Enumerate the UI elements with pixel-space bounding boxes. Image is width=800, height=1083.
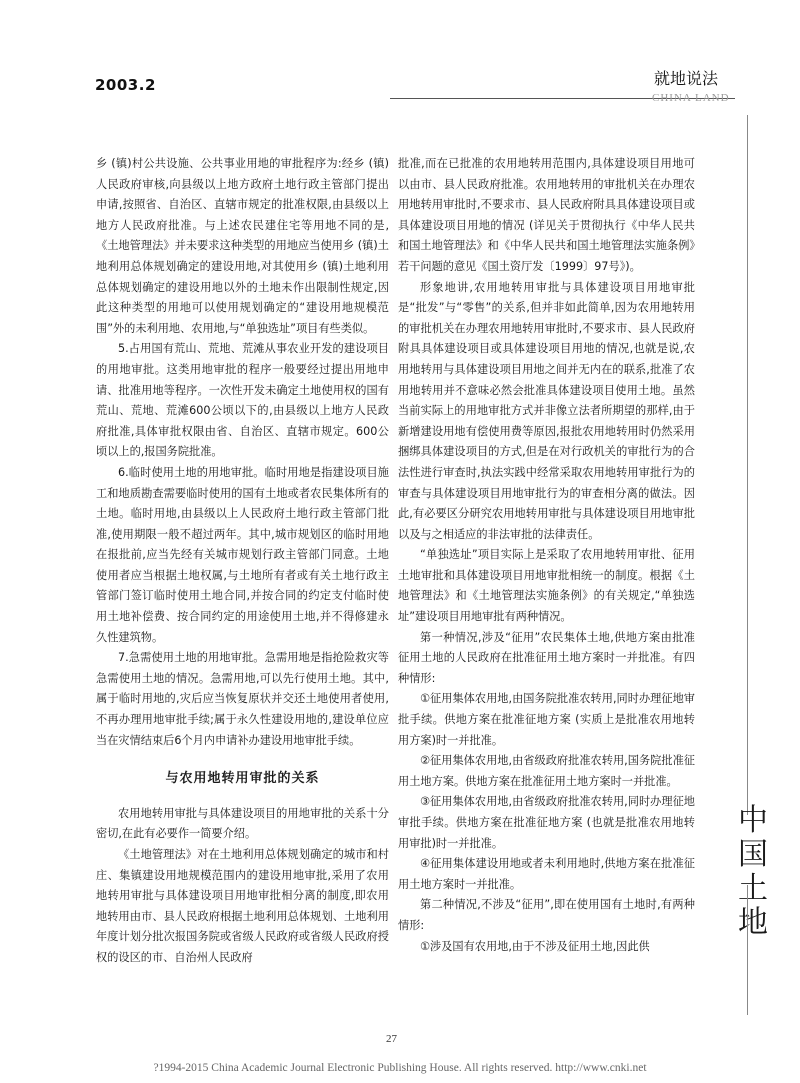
paragraph: 7.急需使用土地的用地审批。急需用地是指抢险救灾等急需使用土地的情况。急需用地,可以先行使用土地。其中,属于临时用地的,灾后应当恢复原状并交还土地使用者使用,不再办理用地审批手续;属于永久性建设用地的,建设单位应当在灾情结束后6个月内申请补办建设用地审批手续。 bbox=[96, 651, 389, 747]
column-name: 就地说法 bbox=[654, 69, 719, 88]
side-title-char: 中 bbox=[738, 803, 768, 838]
paragraph: 形象地讲,农用地转用审批与具体建设项目用地审批是“批发”与“零售”的关系,但并非如此简单,因为农用地转用的审批机关在办理农用地转用审批时,不要求市、县人民政府附具具体建设项目或具体建设项目用地的情况,也就是说,农用地转用与具体建设项目用地之间并无内在的联系,批准了农用地转用并不意味必然会批准具体建设项目使用土地。虽然当前实际上的用地审批方式并非像立法者所期望的那样,由于新增建设用地有偿使用费等原因,报批农用地转用时仍然采用捆绑具体建设项目的方式,但是在对行政机关的审批行为的合法性进行审查时,执法实践中经常采取农用地转用审批行为的审查与具体建设项目用地审批行为的审查相分离的做法。因此,有必要区分研究农用地转用审批与具体建设项目用地审批以及与之相适应的非法审批的法律责任。 bbox=[398, 280, 695, 541]
side-rule-lower bbox=[747, 885, 748, 1015]
journal-side-title bbox=[733, 804, 773, 940]
paragraph: 5.占用国有荒山、荒地、荒滩从事农业开发的建设项目的用地审批。这类用地审批的程序一般要经过提出用地申请、批准用地等程序。一次性开发未确定土地使用权的国有荒山、荒地、荒滩600公顷以下的,由县级以上地方人民政府批准,具体审批权限由省、自治区、直辖市规定。600公顷以上的,报国务院批准。 bbox=[96, 342, 389, 459]
list-item: ①涉及国有农用地,由于不涉及征用土地,因此供 bbox=[420, 939, 650, 953]
paragraph: 第一种情况,涉及“征用”农民集体土地,供地方案由批准征用土地的人民政府在批准征用土地方案时一并批准。有四种情形: bbox=[398, 630, 695, 685]
list-item: ③征用集体农用地,由省级政府批准农转用,同时办理征地审批手续。供地方案在批准征地方案 (也就是批准农用地转用审批)时一并批准。 bbox=[398, 795, 695, 850]
paragraph: 乡 (镇)村公共设施、公共事业用地的审批程序为:经乡 (镇)人民政府审核,向县级以上地方政府土地行政主管部门提出申请,按照省、自治区、直辖市规定的批准权限,由县级以上地方人民政府批准。与上述农民建住宅等用地不同的是,《土地管理法》并未要求这种类型的用地应当使用乡 (镇)土地利用总体规划确定的建设用地,对其使用乡 (镇)土地利用总体规划确定的建设用地以外的土地未作出限制性规定,因此这种类型的用地可以使用规划确定的“建设用地规模范围”外的未利用地、农用地,与“单独选址”项目有些类似。 bbox=[96, 157, 389, 335]
right-column bbox=[398, 154, 695, 957]
side-title-char: 地 bbox=[738, 905, 768, 940]
copyright-notice: ?1994-2015 China Academic Journal Electronic Publishing House. All rights reserved. http://www.cnki.net bbox=[153, 1062, 647, 1074]
list-item: ①征用集体农用地,由国务院批准农转用,同时办理征地审批手续。供地方案在批准征地方案 (实质上是批准农用地转用方案)时一并批准。 bbox=[398, 692, 695, 747]
left-column bbox=[96, 154, 389, 969]
side-rule bbox=[747, 115, 748, 815]
brand-english: CHINA LAND bbox=[652, 92, 730, 104]
page-number: 27 bbox=[386, 1033, 397, 1045]
paragraph: 批准,而在已批准的农用地转用范围内,具体建设项目用地可以由市、县人民政府批准。农用地转用的审批机关在办理农用地转用审批时,不要求市、县人民政府附具具体建设项目或具体建设项目用地的情况 (详见关于贯彻执行《中华人民共和国土地管理法》和《中华人民共和国土地管理法实施条例》若干问题的意见《国土资厅发〔1999〕97号》)。 bbox=[398, 157, 695, 273]
issue-number: 2003.2 bbox=[95, 76, 156, 94]
paragraph: 农用地转用审批与具体建设项目的用地审批的关系十分密切,在此有必要作一简要介绍。 bbox=[96, 806, 389, 841]
paragraph: 6.临时使用土地的用地审批。临时用地是指建设项目施工和地质勘查需要临时使用的国有土地或者农民集体所有的土地。临时用地,由县级以上人民政府土地行政主管部门批准,使用期限一般不超过两年。其中,城市规划区的临时用地在报批前,应当先经有关城市规划行政主管部门同意。土地使用者应当根据土地权属,与土地所有者或有关土地行政主管部门签订临时使用土地合同,并按合同的约定支付临时使用土地补偿费、按合同约定的用途使用土地,并不得修建永久性建筑物。 bbox=[96, 465, 389, 644]
side-title-char: 国 bbox=[738, 837, 768, 872]
list-item: ②征用集体农用地,由省级政府批准农转用,国务院批准征用土地方案。供地方案在批准征用土地方案时一并批准。 bbox=[398, 754, 695, 788]
side-title-char: 土 bbox=[738, 871, 768, 906]
section-heading: 与农用地转用审批的关系 bbox=[165, 771, 320, 787]
list-item: ④征用集体建设用地或者未利用地时,供地方案在批准征用土地方案时一并批准。 bbox=[398, 857, 695, 891]
paragraph: “单独选址”项目实际上是采取了农用地转用审批、征用土地审批和具体建设项目用地审批相统一的制度。根据《土地管理法》和《土地管理法实施条例》的有关规定,“单独选址”建设项目用地审批有两种情况。 bbox=[398, 548, 695, 624]
paragraph: 第二种情况,不涉及“征用”,即在使用国有土地时,有两种情形: bbox=[398, 898, 695, 932]
paragraph: 《土地管理法》对在土地利用总体规划确定的城市和村庄、集镇建设用地规模范围内的建设用地审批,采用了农用地转用审批与具体建设项目用地审批相分离的制度,即农用地转用由市、县人民政府根据土地利用总体规划、土地利用年度计划分批次报国务院或省级人民政府或省级人民政府授权的设区的市、自治州人民政府 bbox=[96, 848, 389, 964]
